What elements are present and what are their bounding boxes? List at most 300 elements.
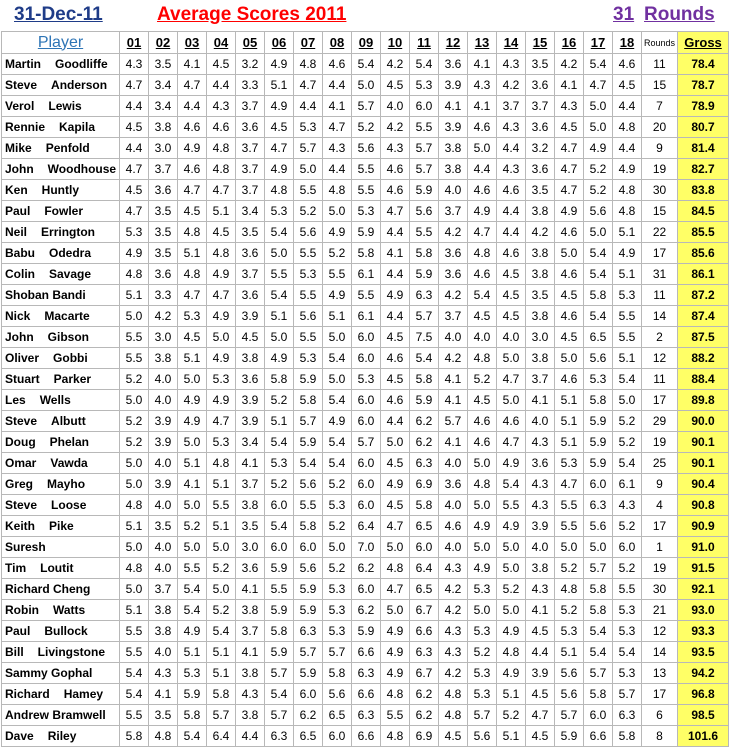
- hole-score-cell: 4.0: [497, 327, 526, 348]
- hole-score-cell: 4.5: [526, 726, 555, 747]
- hole-score-cell: 5.0: [352, 75, 381, 96]
- hole-score-cell: 4.0: [439, 180, 468, 201]
- hole-score-cell: 6.0: [323, 726, 352, 747]
- hole-score-cell: 4.8: [265, 180, 294, 201]
- hole-score-cell: 5.1: [555, 432, 584, 453]
- player-name-cell: [2, 621, 120, 642]
- hole-score-cell: 5.9: [410, 180, 439, 201]
- player-first-name: Colin: [5, 267, 35, 281]
- hole-score-cell: 4.5: [497, 306, 526, 327]
- hole-score-cell: 4.7: [178, 180, 207, 201]
- hole-score-cell: 5.4: [323, 432, 352, 453]
- hole-score-cell: 5.0: [178, 537, 207, 558]
- hole-score-cell: 4.5: [439, 726, 468, 747]
- hole-score-cell: 4.9: [323, 411, 352, 432]
- hole-score-cell: 6.7: [410, 663, 439, 684]
- hole-score-cell: 4.9: [613, 243, 642, 264]
- hole-score-cell: 5.3: [613, 600, 642, 621]
- hole-score-cell: 5.9: [265, 558, 294, 579]
- hole-score-cell: 4.4: [497, 222, 526, 243]
- player-first-name: Bill: [5, 645, 24, 659]
- hole-score-cell: 5.7: [352, 432, 381, 453]
- hole-score-cell: 5.2: [265, 390, 294, 411]
- hole-score-cell: 5.0: [120, 390, 149, 411]
- table-row: [2, 54, 729, 75]
- hole-score-cell: 4.5: [526, 621, 555, 642]
- hole-score-cell: 3.9: [149, 411, 178, 432]
- hole-score-cell: 4.5: [120, 117, 149, 138]
- table-row: [2, 411, 729, 432]
- hole-score-cell: 5.6: [555, 663, 584, 684]
- hole-score-cell: 3.6: [439, 243, 468, 264]
- rounds-cell: 14: [642, 306, 678, 327]
- hole-score-cell: 4.2: [149, 306, 178, 327]
- hole-score-cell: 4.4: [381, 222, 410, 243]
- hole-score-cell: 4.4: [381, 306, 410, 327]
- hole-score-cell: 4.7: [497, 369, 526, 390]
- hole-score-cell: 5.3: [352, 201, 381, 222]
- hole-score-cell: 5.8: [323, 663, 352, 684]
- hole-score-cell: 3.8: [526, 306, 555, 327]
- hole-score-cell: 5.5: [120, 642, 149, 663]
- hole-score-cell: 5.0: [584, 117, 613, 138]
- player-first-name: Martin: [5, 57, 41, 71]
- player-first-name: Andrew Bramwell: [5, 708, 106, 722]
- hole-score-cell: 5.6: [584, 516, 613, 537]
- hole-score-cell: 5.0: [323, 201, 352, 222]
- player-name-cell: [2, 495, 120, 516]
- hole-score-cell: 5.4: [294, 453, 323, 474]
- hole-score-cell: 5.1: [120, 516, 149, 537]
- hole-score-cell: 5.4: [613, 453, 642, 474]
- player-first-name: Nick: [5, 309, 31, 323]
- gross-cell: 90.1: [678, 453, 729, 474]
- hole-score-cell: 4.9: [468, 558, 497, 579]
- report-date: 31-Dec-11: [14, 4, 103, 25]
- table-row: [2, 243, 729, 264]
- hole-score-cell: 4.8: [381, 684, 410, 705]
- hole-score-cell: 5.6: [352, 138, 381, 159]
- gross-cell: 90.1: [678, 432, 729, 453]
- hole-score-cell: 5.2: [613, 516, 642, 537]
- hole-score-cell: 5.5: [410, 117, 439, 138]
- hole-score-cell: 5.2: [584, 180, 613, 201]
- hole-score-cell: 5.8: [410, 369, 439, 390]
- table-row: [2, 201, 729, 222]
- hole-score-cell: 5.7: [352, 96, 381, 117]
- hole-score-cell: 5.5: [613, 306, 642, 327]
- hole-score-cell: 4.4: [381, 411, 410, 432]
- hole-score-cell: 4.8: [323, 180, 352, 201]
- hole-score-cell: 5.0: [555, 537, 584, 558]
- hole-score-cell: 3.7: [149, 159, 178, 180]
- hole-score-cell: 5.6: [410, 201, 439, 222]
- hole-score-cell: 5.7: [294, 642, 323, 663]
- hole-score-cell: 5.4: [352, 54, 381, 75]
- hole-score-cell: 3.9: [526, 663, 555, 684]
- player-last-name: Loose: [51, 498, 87, 512]
- hole-score-cell: 5.1: [555, 411, 584, 432]
- player-first-name: Keith: [5, 519, 35, 533]
- hole-score-cell: 4.4: [323, 75, 352, 96]
- hole-score-cell: 4.5: [555, 327, 584, 348]
- hole-score-cell: 5.5: [294, 495, 323, 516]
- hole-score-cell: 4.6: [555, 264, 584, 285]
- table-row: [2, 117, 729, 138]
- player-name-cell: [2, 453, 120, 474]
- player-last-name: Vawda: [50, 456, 88, 470]
- hole-score-cell: 3.9: [236, 411, 265, 432]
- hole-score-cell: 5.5: [294, 243, 323, 264]
- hole-score-cell: 6.2: [294, 705, 323, 726]
- hole-score-cell: 4.1: [439, 369, 468, 390]
- hole-score-cell: 5.3: [294, 264, 323, 285]
- hole-score-cell: 3.8: [149, 117, 178, 138]
- hole-score-cell: 5.4: [584, 642, 613, 663]
- hole-score-cell: 5.4: [584, 54, 613, 75]
- hole-score-cell: 3.6: [149, 264, 178, 285]
- hole-score-cell: 4.7: [381, 201, 410, 222]
- hole-score-cell: 4.7: [584, 75, 613, 96]
- hole-score-cell: 5.8: [584, 684, 613, 705]
- hole-score-cell: 6.0: [352, 390, 381, 411]
- hole-score-cell: 5.3: [555, 453, 584, 474]
- hole-score-cell: 5.8: [265, 621, 294, 642]
- hole-score-cell: 4.5: [526, 684, 555, 705]
- player-name-cell: [2, 264, 120, 285]
- hole-score-cell: 4.3: [526, 474, 555, 495]
- hole-score-cell: 5.9: [294, 579, 323, 600]
- hole-score-cell: 4.1: [439, 390, 468, 411]
- gross-cell: 78.7: [678, 75, 729, 96]
- hole-score-cell: 4.4: [497, 138, 526, 159]
- player-name-cell: [2, 390, 120, 411]
- hole-score-cell: 4.9: [381, 642, 410, 663]
- total-rounds-label: Rounds: [644, 4, 715, 25]
- hole-score-cell: 5.9: [265, 642, 294, 663]
- hole-score-cell: 5.7: [468, 705, 497, 726]
- player-last-name: Savage: [49, 267, 92, 281]
- hole-score-cell: 4.7: [120, 75, 149, 96]
- hole-score-cell: 4.7: [555, 138, 584, 159]
- hole-score-cell: 4.4: [613, 138, 642, 159]
- gross-cell: 101.6: [678, 726, 729, 747]
- hole-score-cell: 4.1: [149, 684, 178, 705]
- gross-cell: 90.9: [678, 516, 729, 537]
- player-last-name: Errington: [41, 225, 96, 239]
- player-last-name: Bullock: [44, 624, 88, 638]
- hole-score-cell: 3.6: [439, 54, 468, 75]
- player-first-name: Mike: [5, 141, 32, 155]
- table-row: [2, 306, 729, 327]
- hole-column-header: 09: [352, 32, 381, 54]
- player-last-name: Hamey: [63, 687, 104, 701]
- table-row: [2, 264, 729, 285]
- player-name-cell: [2, 54, 120, 75]
- hole-score-cell: 4.8: [207, 243, 236, 264]
- hole-score-cell: 4.6: [468, 117, 497, 138]
- hole-score-cell: 4.9: [381, 474, 410, 495]
- hole-score-cell: 4.8: [613, 201, 642, 222]
- gross-cell: 78.4: [678, 54, 729, 75]
- hole-score-cell: 5.0: [381, 537, 410, 558]
- gross-cell: 96.8: [678, 684, 729, 705]
- player-last-name: Huntly: [41, 183, 80, 197]
- hole-score-cell: 4.8: [294, 54, 323, 75]
- gross-cell: 86.1: [678, 264, 729, 285]
- hole-score-cell: 5.0: [323, 369, 352, 390]
- hole-score-cell: 4.5: [178, 327, 207, 348]
- table-row: [2, 285, 729, 306]
- hole-score-cell: 5.1: [555, 642, 584, 663]
- hole-score-cell: 3.7: [149, 579, 178, 600]
- hole-score-cell: 4.3: [439, 621, 468, 642]
- hole-score-cell: 6.0: [352, 474, 381, 495]
- rounds-cell: 19: [642, 432, 678, 453]
- gross-column-header: Gross: [678, 32, 729, 54]
- hole-score-cell: 5.0: [468, 453, 497, 474]
- hole-score-cell: 4.0: [526, 411, 555, 432]
- gross-cell: 87.5: [678, 327, 729, 348]
- hole-score-cell: 4.3: [439, 642, 468, 663]
- table-row: [2, 495, 729, 516]
- hole-score-cell: 5.4: [323, 453, 352, 474]
- hole-score-cell: 6.5: [410, 516, 439, 537]
- hole-score-cell: 5.9: [410, 264, 439, 285]
- hole-score-cell: 5.4: [323, 348, 352, 369]
- player-last-name: Anderson: [51, 78, 108, 92]
- rounds-cell: 31: [642, 264, 678, 285]
- hole-score-cell: 5.4: [410, 54, 439, 75]
- hole-score-cell: 4.3: [468, 75, 497, 96]
- player-first-name: Suresh: [5, 540, 46, 554]
- hole-score-cell: 6.3: [410, 285, 439, 306]
- table-row: [2, 579, 729, 600]
- hole-score-cell: 4.2: [439, 348, 468, 369]
- hole-score-cell: 5.5: [120, 348, 149, 369]
- hole-score-cell: 4.0: [439, 453, 468, 474]
- hole-score-cell: 5.2: [468, 642, 497, 663]
- hole-score-cell: 4.1: [555, 75, 584, 96]
- hole-score-cell: 4.6: [381, 180, 410, 201]
- hole-score-cell: 5.8: [410, 243, 439, 264]
- hole-score-cell: 5.8: [584, 579, 613, 600]
- rounds-cell: 17: [642, 516, 678, 537]
- hole-score-cell: 5.1: [178, 243, 207, 264]
- gross-cell: 90.8: [678, 495, 729, 516]
- hole-score-cell: 4.4: [294, 96, 323, 117]
- gross-cell: 88.4: [678, 369, 729, 390]
- hole-score-cell: 3.8: [439, 159, 468, 180]
- hole-score-cell: 4.3: [439, 558, 468, 579]
- hole-score-cell: 5.5: [613, 327, 642, 348]
- hole-score-cell: 5.1: [178, 453, 207, 474]
- hole-score-cell: 5.3: [265, 201, 294, 222]
- hole-score-cell: 3.0: [526, 327, 555, 348]
- hole-score-cell: 4.8: [439, 705, 468, 726]
- gross-cell: 87.4: [678, 306, 729, 327]
- hole-score-cell: 3.5: [149, 54, 178, 75]
- player-name-cell: [2, 558, 120, 579]
- hole-score-cell: 5.7: [410, 159, 439, 180]
- hole-score-cell: 5.7: [613, 684, 642, 705]
- player-first-name: Neil: [5, 225, 28, 239]
- hole-score-cell: 3.6: [149, 180, 178, 201]
- player-name-cell: [2, 327, 120, 348]
- hole-score-cell: 5.5: [294, 285, 323, 306]
- hole-score-cell: 5.2: [207, 558, 236, 579]
- hole-score-cell: 4.7: [497, 432, 526, 453]
- hole-score-cell: 4.5: [265, 117, 294, 138]
- hole-score-cell: 4.3: [526, 495, 555, 516]
- hole-score-cell: 5.0: [555, 348, 584, 369]
- hole-score-cell: 4.0: [149, 495, 178, 516]
- player-last-name: Loutit: [40, 561, 74, 575]
- table-row: [2, 369, 729, 390]
- rounds-cell: 29: [642, 411, 678, 432]
- hole-score-cell: 3.6: [236, 285, 265, 306]
- hole-score-cell: 5.0: [120, 537, 149, 558]
- hole-score-cell: 6.6: [352, 726, 381, 747]
- hole-score-cell: 5.1: [497, 684, 526, 705]
- hole-score-cell: 4.6: [497, 180, 526, 201]
- hole-score-cell: 4.8: [207, 159, 236, 180]
- hole-score-cell: 4.5: [555, 117, 584, 138]
- hole-score-cell: 3.9: [439, 75, 468, 96]
- hole-score-cell: 5.4: [207, 621, 236, 642]
- hole-score-cell: 3.3: [236, 75, 265, 96]
- hole-score-cell: 3.5: [149, 705, 178, 726]
- player-first-name: Robin: [5, 603, 39, 617]
- hole-score-cell: 4.6: [381, 390, 410, 411]
- hole-score-cell: 5.0: [120, 474, 149, 495]
- gross-cell: 81.4: [678, 138, 729, 159]
- hole-score-cell: 4.1: [236, 453, 265, 474]
- hole-score-cell: 4.9: [265, 96, 294, 117]
- hole-score-cell: 5.5: [120, 621, 149, 642]
- player-name-cell: [2, 600, 120, 621]
- hole-score-cell: 3.8: [236, 348, 265, 369]
- hole-score-cell: 4.0: [149, 453, 178, 474]
- hole-column-header: 13: [468, 32, 497, 54]
- hole-score-cell: 6.2: [352, 558, 381, 579]
- table-row: [2, 537, 729, 558]
- hole-score-cell: 4.7: [178, 285, 207, 306]
- table-row: [2, 705, 729, 726]
- hole-score-cell: 4.2: [439, 222, 468, 243]
- rounds-cell: 19: [642, 558, 678, 579]
- hole-score-cell: 4.9: [265, 348, 294, 369]
- hole-score-cell: 5.4: [497, 474, 526, 495]
- hole-score-cell: 5.8: [207, 684, 236, 705]
- hole-score-cell: 3.7: [526, 369, 555, 390]
- hole-score-cell: 4.9: [178, 138, 207, 159]
- hole-score-cell: 5.7: [584, 558, 613, 579]
- hole-score-cell: 4.7: [555, 180, 584, 201]
- hole-score-cell: 5.5: [120, 327, 149, 348]
- hole-score-cell: 3.5: [149, 516, 178, 537]
- hole-score-cell: 6.0: [352, 327, 381, 348]
- hole-score-cell: 4.1: [526, 600, 555, 621]
- hole-score-cell: 5.4: [265, 285, 294, 306]
- hole-score-cell: 5.5: [410, 222, 439, 243]
- hole-score-cell: 4.1: [526, 390, 555, 411]
- rounds-cell: 11: [642, 369, 678, 390]
- hole-score-cell: 4.8: [555, 579, 584, 600]
- hole-score-cell: 4.7: [381, 516, 410, 537]
- hole-score-cell: 6.2: [410, 684, 439, 705]
- hole-score-cell: 3.5: [526, 180, 555, 201]
- rounds-cell: 4: [642, 495, 678, 516]
- player-name-cell: [2, 96, 120, 117]
- hole-score-cell: 5.4: [410, 348, 439, 369]
- hole-score-cell: 4.9: [207, 264, 236, 285]
- table-row: [2, 327, 729, 348]
- hole-score-cell: 5.7: [410, 306, 439, 327]
- hole-score-cell: 4.7: [555, 159, 584, 180]
- hole-score-cell: 5.9: [352, 222, 381, 243]
- table-row: [2, 558, 729, 579]
- hole-score-cell: 4.5: [120, 180, 149, 201]
- hole-score-cell: 4.0: [468, 327, 497, 348]
- player-last-name: Livingstone: [37, 645, 106, 659]
- hole-score-cell: 4.5: [555, 285, 584, 306]
- hole-score-cell: 6.6: [352, 684, 381, 705]
- hole-score-cell: 3.7: [439, 306, 468, 327]
- hole-score-cell: 5.3: [323, 621, 352, 642]
- hole-score-cell: 5.0: [265, 327, 294, 348]
- rounds-cell: 7: [642, 96, 678, 117]
- hole-score-cell: 5.7: [555, 705, 584, 726]
- hole-score-cell: 3.6: [526, 75, 555, 96]
- hole-column-header: 18: [613, 32, 642, 54]
- hole-score-cell: 5.2: [497, 579, 526, 600]
- hole-score-cell: 5.9: [410, 390, 439, 411]
- hole-score-cell: 5.2: [323, 243, 352, 264]
- hole-score-cell: 5.1: [207, 642, 236, 663]
- hole-score-cell: 3.7: [236, 96, 265, 117]
- hole-score-cell: 3.6: [236, 117, 265, 138]
- player-last-name: Parker: [53, 372, 92, 386]
- hole-score-cell: 4.9: [468, 516, 497, 537]
- hole-score-cell: 3.8: [236, 495, 265, 516]
- hole-score-cell: 4.9: [381, 621, 410, 642]
- rounds-cell: 12: [642, 621, 678, 642]
- hole-score-cell: 5.9: [294, 663, 323, 684]
- hole-score-cell: 3.4: [149, 96, 178, 117]
- hole-score-cell: 5.5: [265, 579, 294, 600]
- player-first-name: Oliver: [5, 351, 40, 365]
- table-row: [2, 159, 729, 180]
- player-last-name: Mayho: [47, 477, 86, 491]
- rounds-column-header: Rounds: [642, 32, 678, 54]
- hole-score-cell: 4.5: [381, 453, 410, 474]
- rounds-cell: 17: [642, 243, 678, 264]
- gross-cell: 92.1: [678, 579, 729, 600]
- hole-score-cell: 4.0: [149, 558, 178, 579]
- player-name-cell: [2, 432, 120, 453]
- hole-score-cell: 3.8: [149, 348, 178, 369]
- hole-score-cell: 4.3: [323, 138, 352, 159]
- hole-score-cell: 5.1: [613, 222, 642, 243]
- hole-score-cell: 5.6: [294, 306, 323, 327]
- hole-score-cell: 5.2: [352, 117, 381, 138]
- gross-cell: 93.0: [678, 600, 729, 621]
- hole-score-cell: 5.2: [555, 558, 584, 579]
- hole-score-cell: 6.5: [584, 327, 613, 348]
- hole-score-cell: 5.2: [497, 705, 526, 726]
- table-row: [2, 663, 729, 684]
